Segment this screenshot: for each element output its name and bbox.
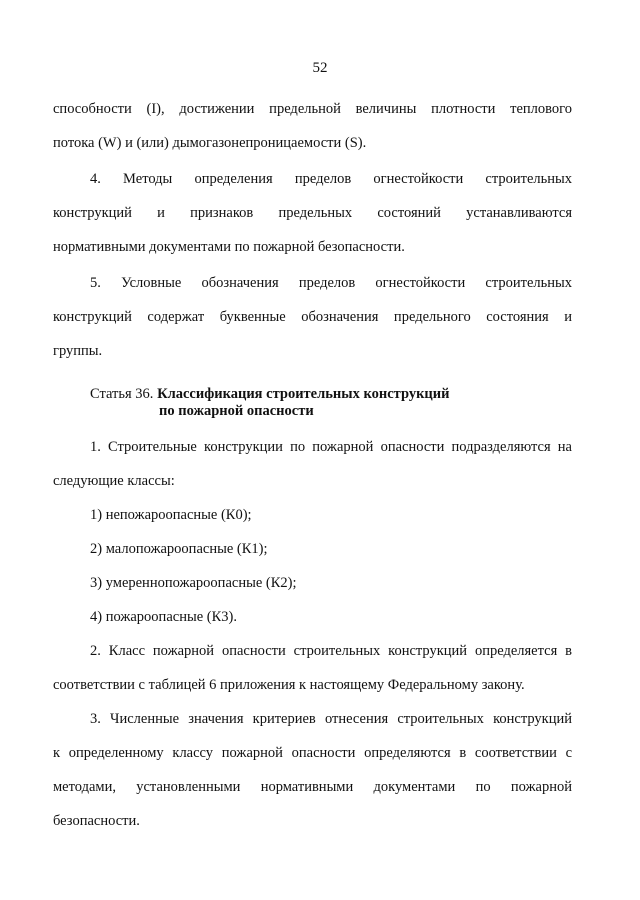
- paragraph-line: к определенному классу пожарной опасности определяются в соответствии с: [53, 745, 572, 761]
- article-title-line1: Классификация строительных конструкций: [157, 386, 450, 402]
- paragraph-line: потока (W) и (или) дымогазонепроницаемости (S).: [53, 135, 367, 151]
- paragraph-line: соответствии с таблицей 6 приложения к настоящему Федеральному закону.: [53, 677, 525, 693]
- paragraph-line: безопасности.: [53, 813, 140, 829]
- paragraph-line: конструкций содержат буквенные обозначения предельного состояния и: [53, 309, 572, 325]
- paragraph-line: конструкций и признаков предельных состояний устанавливаются: [53, 205, 572, 221]
- paragraph-line: группы.: [53, 343, 103, 359]
- list-item: 2) малопожароопасные (К1);: [90, 541, 268, 557]
- page-number: 52: [312, 60, 328, 76]
- paragraph-line: 5. Условные обозначения пределов огнестойкости строительных: [90, 275, 572, 291]
- document-body: [53, 92, 572, 838]
- paragraph-line: 4. Методы определения пределов огнестойкости строительных: [90, 171, 572, 187]
- paragraph-line: методами, установленными нормативными документами по пожарной: [53, 779, 572, 795]
- list-item: 1) непожароопасные (К0);: [90, 507, 252, 523]
- list-item: 3) умереннопожароопасные (К2);: [90, 575, 297, 591]
- paragraph-line: 2. Класс пожарной опасности строительных конструкций определяется в: [90, 643, 572, 659]
- article-number: Статья 36.: [90, 386, 154, 402]
- paragraph-line: 1. Строительные конструкции по пожарной опасности подразделяются на: [90, 439, 572, 455]
- article-title-line2: по пожарной опасности: [159, 403, 314, 419]
- paragraph-line: способности (I), достижении предельной величины плотности теплового: [53, 101, 572, 117]
- paragraph-line: 3. Численные значения критериев отнесения строительных конструкций: [90, 711, 572, 727]
- paragraph-line: нормативными документами по пожарной безопасности.: [53, 239, 405, 255]
- paragraph-line: следующие классы:: [53, 473, 175, 489]
- list-item: 4) пожароопасные (К3).: [90, 609, 237, 625]
- article-heading: [53, 386, 572, 420]
